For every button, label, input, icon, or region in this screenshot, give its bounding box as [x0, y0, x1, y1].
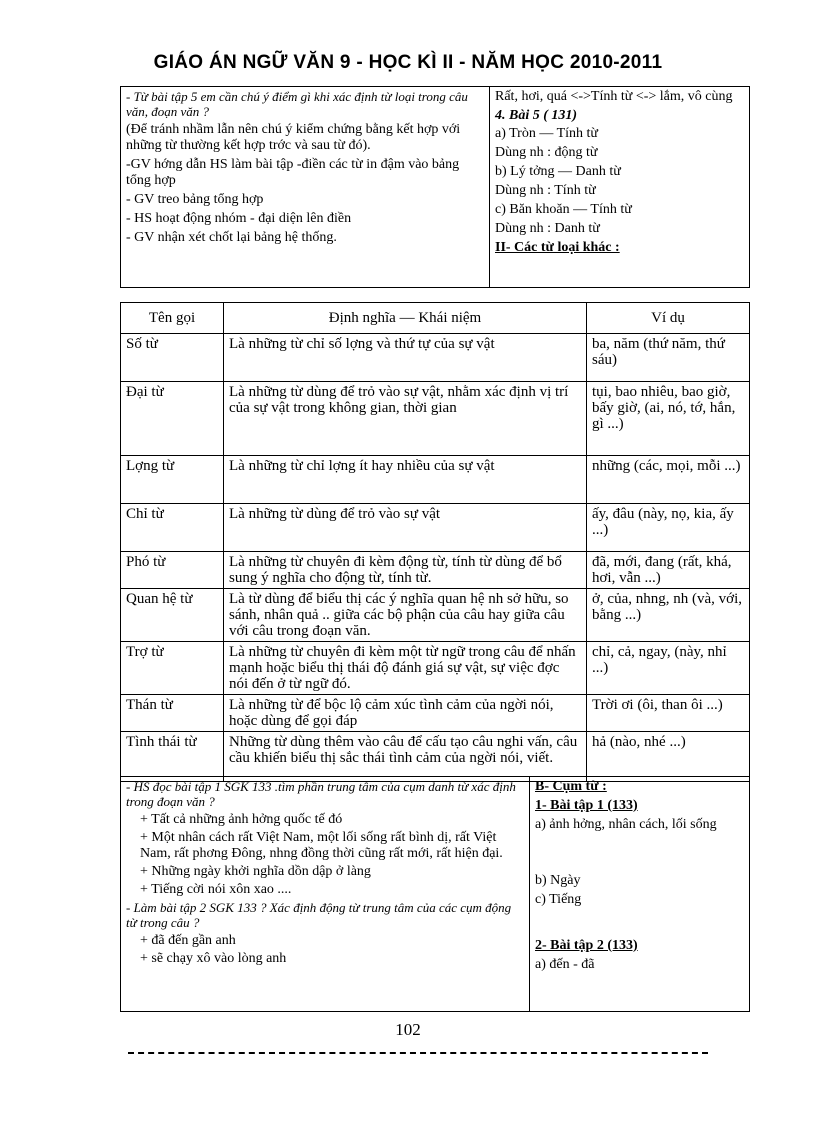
header-definition: Định nghĩa — Khái niệm: [224, 303, 587, 334]
answer-line: b) Lý tởng — Danh từ: [495, 164, 621, 179]
row-name: Chỉ từ: [121, 504, 224, 552]
row-example: hả (nào, nhé ...): [587, 732, 750, 782]
row-definition: Những từ dùng thêm vào câu để cấu tạo câu nghi vấn, câu cầu khiến biểu thị sắc thái tình cảm của ngời nói, viết.: [224, 732, 587, 782]
answer-line: + Một nhân cách rất Việt Nam, một lối sống rất bình dị, rất Việt Nam, rất phơng Đông, nhng đồng thời cũng rất mới, rất hiện đại.: [140, 830, 503, 861]
footer-divider: [128, 1052, 708, 1054]
instruction: - HS hoạt động nhóm - đại diện lên điền: [126, 211, 352, 226]
row-definition: Là những từ chuyên đi kèm động từ, tính từ dùng để bổ sung ý nghĩa cho động từ, tính từ.: [224, 552, 587, 589]
instruction: - GV treo bảng tổng hợp: [126, 192, 264, 207]
answer-line: Dùng nh : Danh từ: [495, 221, 600, 236]
row-name: Trợ từ: [121, 642, 224, 695]
row-definition: Là những từ chỉ số lợng và thứ tự của sự vật: [224, 334, 587, 382]
table-row: [121, 382, 750, 456]
instruction: -GV hớng dẫn HS làm bài tập -điền các từ in đậm vào bảng tổng hợp: [126, 157, 460, 188]
row-name: Tình thái từ: [121, 732, 224, 782]
row-example: ba, năm (thứ năm, thứ sáu): [587, 334, 750, 382]
exercise-heading: 1- Bài tập 1 (133): [535, 798, 638, 813]
header-example: Ví dụ: [587, 303, 750, 334]
row-definition: Là những từ để bộc lộ cảm xúc tình cảm của ngời nói, hoặc dùng để gọi đáp: [224, 695, 587, 732]
row-example: những (các, mọi, mỗi ...): [587, 456, 750, 504]
question: - Làm bài tập 2 SGK 133 ? Xác định động từ trung tâm của các cụm động từ trong câu ?: [126, 900, 512, 930]
top-right-cell: [490, 87, 750, 288]
row-name: Phó từ: [121, 552, 224, 589]
top-left-cell: [121, 87, 490, 288]
row-definition: Là những từ dùng để trỏ vào sự vật: [224, 504, 587, 552]
answer-line: a) đến - đã: [535, 957, 595, 972]
answer-line: + Những ngày khởi nghĩa dồn dập ở làng: [140, 864, 371, 879]
note: (Để tránh nhầm lẫn nên chú ý kiểm chứng bằng kết hợp với những từ thường kết hợp trớc và sau từ đó).: [126, 122, 461, 153]
row-name: Quan hệ từ: [121, 589, 224, 642]
row-example: đã, mới, đang (rất, khá, hơi, vẫn ...): [587, 552, 750, 589]
row-example: ấy, đâu (này, nọ, kia, ấy ...): [587, 504, 750, 552]
answer-line: Dùng nh : Tính từ: [495, 183, 596, 198]
bottom-left-cell: [121, 777, 530, 1012]
exercise-heading: 4. Bài 5 ( 131): [495, 108, 578, 123]
table-row: [121, 589, 750, 642]
table-row: [121, 732, 750, 782]
row-name: Lợng từ: [121, 456, 224, 504]
answer-line: a) ảnh hởng, nhân cách, lối sống: [535, 817, 717, 832]
bottom-table: [120, 776, 750, 1012]
bottom-right-cell: [530, 777, 750, 1012]
answer-line: a) Tròn — Tính từ: [495, 126, 599, 141]
section-heading: B- Cụm từ :: [535, 779, 607, 794]
table-row: [121, 456, 750, 504]
row-name: Thán từ: [121, 695, 224, 732]
row-example: Trời ơi (ôi, than ôi ...): [587, 695, 750, 732]
table-row: [121, 552, 750, 589]
top-table: [120, 86, 750, 288]
exercise-heading: 2- Bài tập 2 (133): [535, 938, 638, 953]
page-title: GIÁO ÁN NGỮ VĂN 9 - HỌC KÌ II - NĂM HỌC 2010-2011: [153, 52, 663, 73]
answer-line: + sẽ chạy xô vào lòng anh: [140, 951, 287, 966]
section-heading: II- Các từ loại khác :: [495, 240, 620, 255]
answer-line: c) Băn khoăn — Tính từ: [495, 202, 632, 217]
answer-line: c) Tiếng: [535, 892, 582, 907]
table-row: [121, 642, 750, 695]
answer-line: Rất, hơi, quá <->Tính từ <-> lắm, vô cùng: [495, 89, 733, 104]
word-class-table: [120, 302, 750, 782]
row-definition: Là những từ chỉ lợng ít hay nhiều của sự vật: [224, 456, 587, 504]
instruction: - GV nhận xét chốt lại bảng hệ thống.: [126, 230, 337, 245]
row-definition: Là những từ dùng để trỏ vào sự vật, nhằm xác định vị trí của sự vật trong không gian, thời gian: [224, 382, 587, 456]
question: - HS đọc bài tập 1 SGK 133 .tìm phần trung tâm của cụm danh từ xác định trong đoạn văn ?: [126, 779, 516, 809]
row-name: Số từ: [121, 334, 224, 382]
answer-line: Dùng nh : động từ: [495, 145, 598, 160]
row-name: Đại từ: [121, 382, 224, 456]
row-definition: Là từ dùng để biểu thị các ý nghĩa quan hệ nh sở hữu, so sánh, nhân quả .. giữa các bộ phận của câu hay giữa câu với câu trong đoạn văn.: [224, 589, 587, 642]
row-example: chỉ, cả, ngay, (này, nhỉ ...): [587, 642, 750, 695]
table-row: [121, 504, 750, 552]
answer-line: + đã đến gần anh: [140, 933, 236, 948]
row-definition: Là những từ chuyên đi kèm một từ ngữ trong câu để nhấn mạnh hoặc biểu thị thái độ đánh giá sự vật, sự việc đợc nói đến ở từ ngữ đó.: [224, 642, 587, 695]
table-row: [121, 695, 750, 732]
answer-line: + Tiếng cời nói xôn xao ....: [140, 882, 292, 897]
question: - Từ bài tập 5 em cần chú ý điểm gì khi xác định từ loại trong câu văn, đoạn văn ?: [126, 89, 468, 119]
page-number: 102: [395, 1020, 421, 1039]
row-example: ở, của, nhng, nh (và, với, bằng ...): [587, 589, 750, 642]
answer-line: b) Ngày: [535, 873, 581, 888]
header-name: Tên gọi: [121, 303, 224, 334]
answer-line: + Tất cả những ảnh hởng quốc tế đó: [140, 812, 343, 827]
row-example: tụi, bao nhiêu, bao giờ, bấy giờ, (ai, nó, tớ, hắn, gì ...): [587, 382, 750, 456]
table-row: [121, 334, 750, 382]
